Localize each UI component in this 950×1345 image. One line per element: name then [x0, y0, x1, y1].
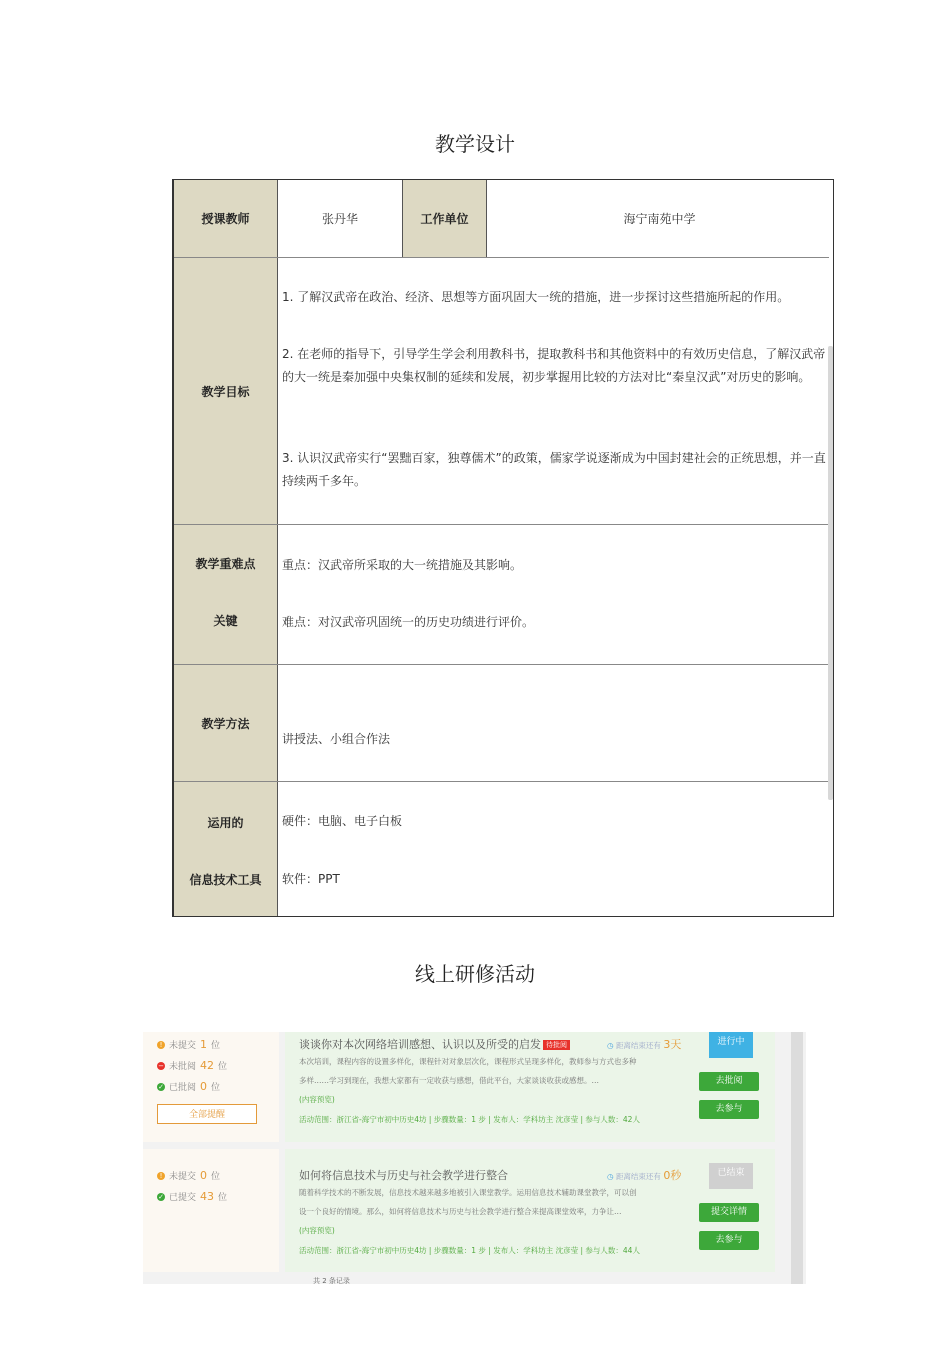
stat-unit: 位: [218, 1062, 228, 1072]
remaining-value: 0秒: [663, 1169, 682, 1182]
row-divider: [174, 781, 829, 782]
lesson-design-heading: 教学设计: [435, 132, 515, 156]
activity-meta: 活动范围：浙江省-海宁市初中历史4坊 | 步骤数量：1 步 | 发布人：学科坊主 沈彦莹 | 参与人数：44人: [299, 1246, 640, 1255]
stat-unit: 位: [211, 1172, 221, 1182]
stat-label: 未提交: [169, 1172, 197, 1182]
stat-label: 未提交: [169, 1041, 197, 1051]
minus-icon: −: [158, 1061, 164, 1070]
pending-review-badge: 待批阅: [543, 1040, 570, 1050]
remaining-label: 距离结束还有: [615, 1172, 661, 1181]
stat-unsubmitted: [157, 1169, 220, 1182]
stat-count: 42: [200, 1059, 215, 1072]
key-label-2: 关键: [213, 614, 238, 628]
remaining-label: 距离结束还有: [615, 1041, 661, 1050]
content-preview-link[interactable]: (内容预览): [299, 1226, 335, 1235]
hardware: 硬件：电脑、电子白板: [282, 814, 403, 828]
status-ended-ribbon: 已结束: [709, 1163, 753, 1189]
goal-1: 1. 了解汉武帝在政治、经济、思想等方面巩固大一统的措施，进一步探讨这些措施所起的作用。: [282, 290, 790, 304]
difficult-point: 难点：对汉武帝巩固统一的历史功绩进行评价。: [282, 615, 535, 629]
time-remaining: [607, 1167, 681, 1183]
unit-label: 工作单位: [402, 180, 487, 257]
goal-2: 2. 在老师的指导下，引导学生学会利用教科书，提取教科书和其他资料中的有效历史信息，了解汉武帝的大一统是秦加强中央集权制的延续和发展，初步掌握用比较的方法对比“秦皇汉武”对历史的影响。: [282, 347, 826, 384]
method-label: 教学方法: [174, 665, 277, 781]
tools-label-1: 运用的: [207, 816, 244, 830]
clock-icon: ◷: [607, 1041, 614, 1050]
key-label-1: 教学重难点: [195, 557, 256, 571]
activity-screenshot: [143, 1032, 806, 1284]
activity-stats-panel: [143, 1032, 279, 1142]
activity-description-line-1: 本次培训，课程内容的设置多样化，课程针对对象层次化，课程形式呈现多样化，教师参与方式也多种: [299, 1057, 637, 1066]
check-icon: ✓: [158, 1192, 164, 1201]
content-preview-link[interactable]: (内容预览): [299, 1095, 335, 1104]
stat-unreviewed: [157, 1059, 227, 1072]
scrollbar[interactable]: [828, 346, 833, 800]
tools-label-cell: [174, 782, 277, 916]
stat-reviewed: [157, 1080, 220, 1093]
row-divider: [174, 664, 829, 665]
clock-icon: ◷: [607, 1172, 614, 1181]
activity-title-text[interactable]: 谈谈你对本次网络培训感想、认识以及所受的启发: [299, 1038, 541, 1051]
stat-label: 已批阅: [169, 1083, 197, 1093]
online-activity-heading: 线上研修活动: [415, 962, 535, 986]
row-divider: [174, 257, 829, 258]
stat-count: 0: [200, 1080, 208, 1093]
submission-details-button[interactable]: 提交详情: [699, 1203, 759, 1222]
column-divider: [277, 180, 278, 916]
stat-unsubmitted: [157, 1038, 220, 1051]
activity-description-line-1: 随着科学技术的不断发展，信息技术越来越多地被引入课堂教学。运用信息技术辅助课堂教学，可以创: [299, 1188, 637, 1197]
key-label-cell: [174, 525, 277, 664]
activity-description-line-2: 设一个良好的情境。那么，如何将信息技术与历史与社会教学进行整合来提高课堂效率，力争让…: [299, 1207, 622, 1216]
status-in-progress-ribbon: 进行中: [709, 1032, 753, 1058]
check-icon: ✓: [158, 1082, 164, 1091]
method-value: 讲授法、小组合作法: [282, 732, 391, 746]
tools-label-2: 信息技术工具: [189, 873, 262, 887]
goal-3: 3. 认识汉武帝实行“罢黜百家，独尊儒术”的政策，儒家学说逐渐成为中国封建社会的正统思想，并一直持续两千多年。: [282, 451, 826, 488]
time-remaining: [607, 1036, 681, 1052]
lesson-design-table: [172, 179, 834, 917]
go-participate-button[interactable]: 去参与: [699, 1231, 759, 1250]
stat-unit: 位: [211, 1083, 221, 1093]
stat-label: 已提交: [169, 1193, 197, 1203]
teacher-label: 授课教师: [174, 180, 277, 257]
activity-card: [285, 1032, 775, 1142]
remaining-value: 3天: [663, 1038, 682, 1051]
row-divider: [174, 524, 829, 525]
software: 软件：PPT: [282, 872, 340, 886]
warning-icon: !: [157, 1041, 165, 1049]
remind-all-button[interactable]: 全部提醒: [157, 1104, 257, 1124]
activity-stats-panel: [143, 1149, 279, 1272]
activity-meta: 活动范围：浙江省-海宁市初中历史4坊 | 步骤数量：1 步 | 发布人：学科坊主 沈彦莹 | 参与人数：42人: [299, 1115, 640, 1124]
stat-submitted: [157, 1190, 227, 1203]
activity-title[interactable]: 如何将信息技术与历史与社会教学进行整合: [299, 1169, 508, 1182]
unit-value: 海宁南苑中学: [623, 212, 696, 226]
stat-count: 43: [200, 1190, 215, 1203]
activity-card: [285, 1149, 775, 1272]
warning-icon: !: [157, 1172, 165, 1180]
goals-label: 教学目标: [174, 258, 277, 524]
key-point: 重点：汉武帝所采取的大一统措施及其影响。: [282, 558, 523, 572]
stat-count: 1: [200, 1038, 208, 1051]
stat-unit: 位: [218, 1193, 228, 1203]
stat-unit: 位: [211, 1041, 221, 1051]
teacher-value: 张丹华: [321, 212, 358, 226]
go-review-button[interactable]: 去批阅: [699, 1072, 759, 1091]
activity-title[interactable]: [299, 1036, 570, 1052]
stat-label: 未批阅: [169, 1062, 197, 1072]
pagination[interactable]: 共 2 条记录: [313, 1277, 350, 1284]
go-participate-button[interactable]: 去参与: [699, 1100, 759, 1119]
stat-count: 0: [200, 1169, 208, 1182]
scrollbar[interactable]: [791, 1032, 803, 1284]
activity-description-line-2: 多样……学习到现在，我想大家都有一定收获与感想，借此平台，大家谈谈收获或感想。…: [299, 1076, 599, 1085]
